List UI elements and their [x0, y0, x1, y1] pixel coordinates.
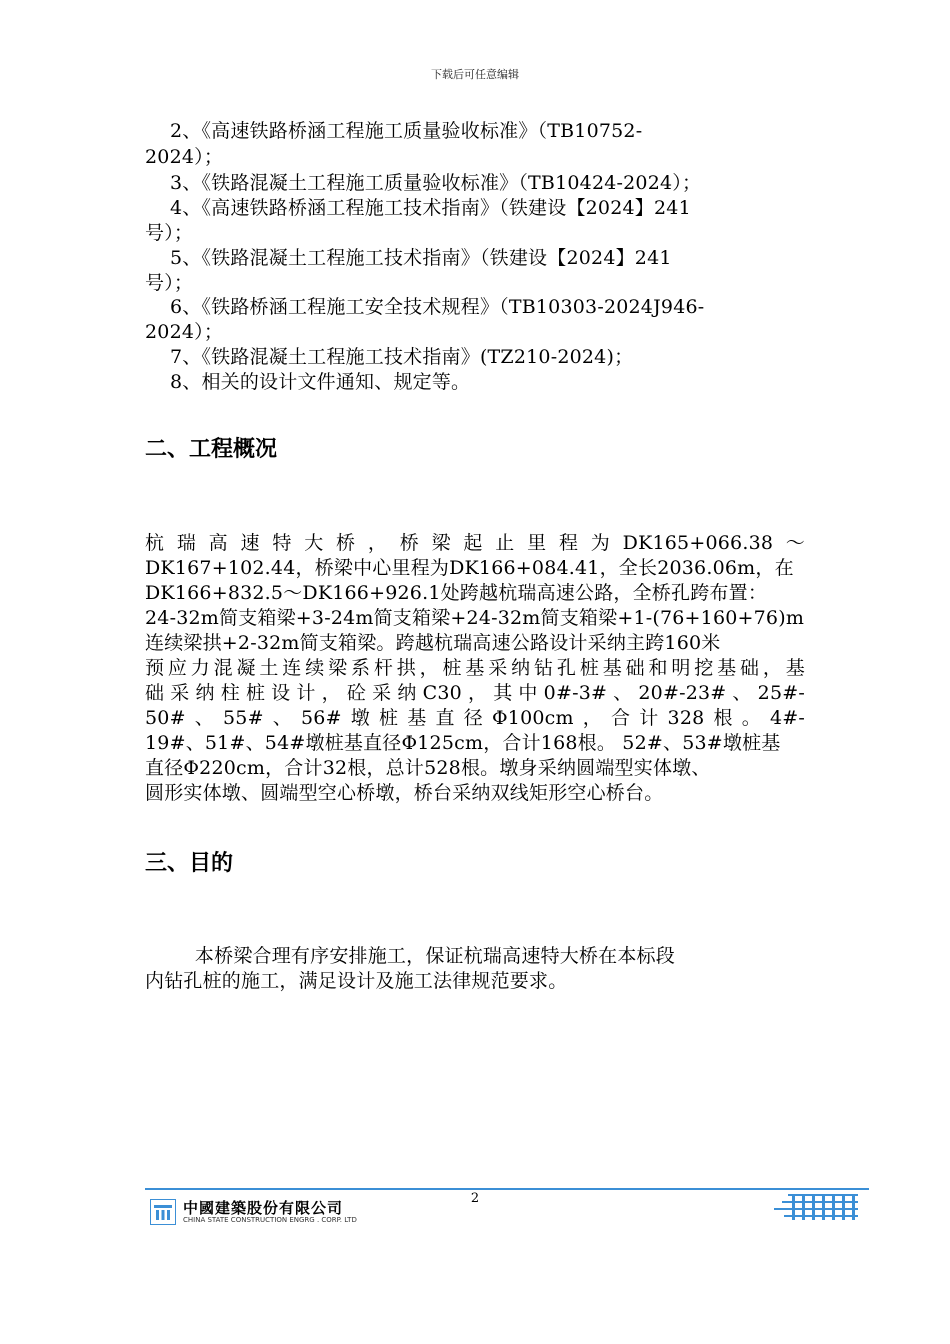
body-line: 连续梁拱+2-32m简支箱梁。跨越杭瑞高速公路设计采纳主跨160米 — [145, 632, 721, 654]
body-line: 圆形实体墩、圆端型空心桥墩，桥台采纳双线矩形空心桥台。 — [145, 782, 664, 804]
reference-line: 2024）； — [145, 321, 224, 343]
reference-line: 3、《铁路混凝土工程施工质量验收标准》（TB10424-2024）； — [145, 172, 702, 194]
company-name-cn: 中國建築股份有限公司 — [183, 1199, 344, 1217]
footer-rule — [145, 1188, 869, 1190]
body-line: DK167+102.44，桥梁中心里程为DK166+084.41，全长2036.06m，在 — [145, 557, 794, 579]
body-line: 预应力混凝土连续梁系杆拱，桩基采纳钻孔桩基础和明挖基础，基 — [145, 657, 805, 679]
decorative-bridge-icon — [774, 1193, 860, 1221]
page-number: 2 — [470, 1191, 480, 1206]
section-heading: 三、目的 — [145, 851, 234, 876]
body-line: 础采纳柱桩设计，砼采纳C30，其中0#-3#、20#-23#、25#- — [145, 682, 805, 704]
body-line: 19#、51#、54#墩桩基直径Φ125cm，合计168根。 52#、53#墩桩基 — [145, 732, 781, 754]
reference-line: 5、《铁路混凝土工程施工技术指南》（铁建设【2024】241 — [145, 247, 672, 269]
reference-line: 号）； — [145, 272, 194, 294]
section-heading: 二、工程概况 — [145, 437, 278, 462]
reference-line: 2、《高速铁路桥涵工程施工质量验收标准》（TB10752- — [145, 120, 643, 142]
reference-line: 6、《铁路桥涵工程施工安全技术规程》（TB10303-2024J946- — [145, 296, 705, 318]
reference-line: 7、《铁路混凝土工程施工技术指南》(TZ210-2024)； — [145, 346, 634, 368]
reference-line: 8、相关的设计文件通知、规定等。 — [145, 371, 471, 393]
body-line: 50#、55#、56#墩桩基直径Φ100cm，合计328根。4#- — [145, 707, 805, 729]
body-line: 直径Φ220cm，合计32根，总计528根。墩身采纳圆端型实体墩、 — [145, 757, 711, 779]
body-line: 本桥梁合理有序安排施工，保证杭瑞高速特大桥在本标段 — [145, 945, 675, 967]
company-logo-icon — [150, 1199, 176, 1225]
body-line: 24-32m简支箱梁+3-24m简支箱梁+24-32m简支箱梁+1-(76+160+76)m — [145, 607, 805, 629]
reference-line: 号）； — [145, 222, 194, 244]
body-line: 内钻孔桩的施工，满足设计及施工法律规范要求。 — [145, 970, 568, 992]
header-note: 下载后可任意编辑 — [431, 68, 519, 81]
body-line: DK166+832.5～DK166+926.1处跨越杭瑞高速公路，全桥孔跨布置： — [145, 582, 768, 604]
reference-line: 4、《高速铁路桥涵工程施工技术指南》（铁建设【2024】241 — [145, 197, 691, 219]
reference-line: 2024）； — [145, 146, 224, 168]
company-name-en: CHINA STATE CONSTRUCTION ENGRG . CORP. LTD — [183, 1216, 357, 1224]
body-line: 杭瑞高速特大桥，桥梁起止里程为DK165+066.38～ — [145, 532, 805, 554]
